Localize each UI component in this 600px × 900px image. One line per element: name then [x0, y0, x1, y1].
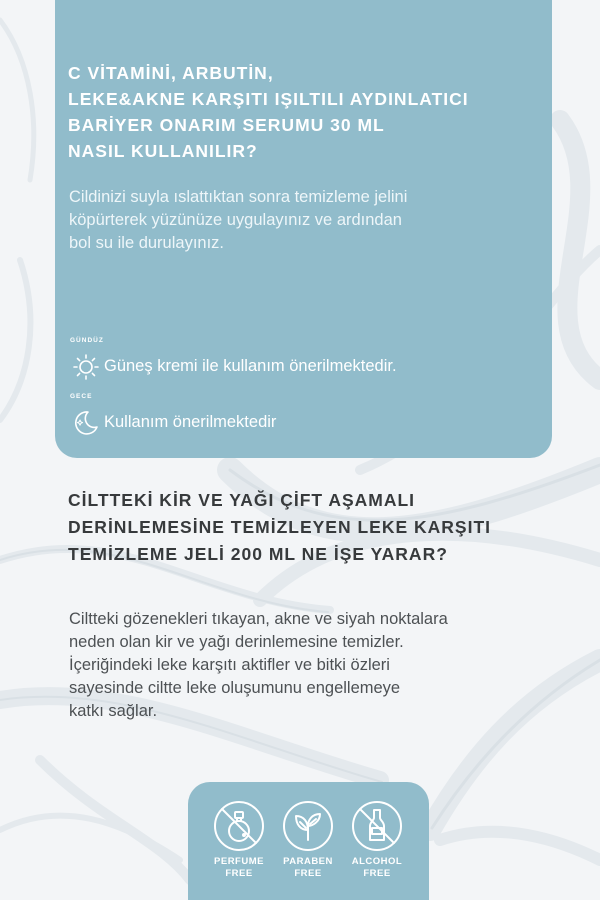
badge-label: ALCOHOL [351, 856, 403, 867]
paraben-free-icon [282, 800, 334, 852]
perfume-free-badge [208, 800, 270, 880]
how-to-use-description [69, 186, 509, 255]
description-line: bol su ile durulayınız. [69, 234, 225, 252]
title-line: TEMİZLEME JELİ 200 ML NE İŞE YARAR? [68, 544, 448, 564]
perfume-free-icon [213, 800, 265, 852]
title-line: CİLTTEKİ KİR VE YAĞI ÇİFT AŞAMALI [68, 490, 416, 510]
description-line: Cildinizi suyla ıslattıktan sonra temizleme jelini [69, 188, 408, 206]
paraben-free-badge [277, 800, 339, 880]
description-line: katkı sağlar. [69, 702, 158, 720]
description-line: Ciltteki gözenekleri tıkayan, akne ve siyah noktalara [69, 610, 448, 628]
sun-icon [70, 350, 102, 382]
description-line: İçeriğindeki leke karşıtı aktifler ve bitki özleri [69, 656, 390, 674]
free-from-badges [188, 782, 429, 900]
alcohol-free-badge [346, 800, 408, 880]
badge-label: FREE [294, 868, 322, 879]
nighttime-tag: GECE [70, 393, 93, 400]
alcohol-free-icon [351, 800, 403, 852]
title-line: BARİYER ONARIM SERUMU 30 ML [68, 115, 385, 135]
badge-label: PERFUME [214, 856, 264, 867]
badge-label: FREE [225, 868, 253, 879]
nighttime-text: Kullanım önerilmektedir [104, 412, 277, 431]
description-line: sayesinde ciltte leke oluşumunu engellemeye [69, 679, 401, 697]
badge-label: FREE [363, 868, 391, 879]
product-benefit-description [69, 608, 559, 723]
description-line: neden olan kir ve yağı derinlemesine temizler. [69, 633, 404, 651]
title-line: LEKE&AKNE KARŞITI IŞILTILI AYDINLATICI [68, 89, 469, 109]
daytime-tag: GÜNDÜZ [70, 337, 104, 344]
title-line: DERİNLEMESİNE TEMİZLEYEN LEKE KARŞITI [68, 517, 491, 537]
description-line: köpürterek yüzünüze uygulayınız ve ardından [69, 211, 402, 229]
title-line: NASIL KULLANILIR? [68, 141, 258, 161]
nighttime-usage [70, 393, 277, 438]
product-benefit-title [68, 487, 568, 568]
moon-icon [70, 406, 102, 438]
daytime-text: Güneş kremi ile kullanım önerilmektedir. [104, 356, 397, 375]
daytime-usage [70, 337, 397, 382]
title-line: C VİTAMİNİ, ARBUTİN, [68, 63, 274, 83]
badge-label: PARABEN [283, 856, 333, 867]
how-to-use-title [68, 60, 538, 164]
